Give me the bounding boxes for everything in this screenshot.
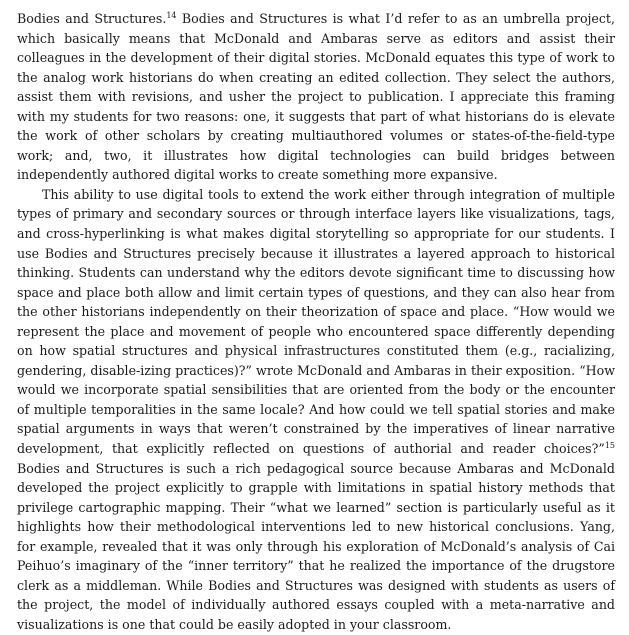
paragraph-1-text-a: Bodies and Structures.	[17, 11, 167, 26]
footnote-ref-14[interactable]: 14	[166, 11, 177, 20]
footnote-ref-15[interactable]: 15	[604, 441, 615, 451]
paragraph-2-text-b: Bodies and Structures is such a rich pedagogical source because Ambaras and McDonald developed the project explicitly to grapple with limitations in spatial history methods that privilege cartographic mapping. Their “what we learned” section is particularly useful as it highlights how their methodological interventions led to new historical conclusions. Yang, for example, revealed that it was only through his exploration of McDonald’s analysis of Cai Peihuo’s imaginary of the “inner territory” that he realized the importance of the drugstore clerk as a middleman. While Bodies and Structures was designed with students as users of the project, the model of individually authored essays coupled with a meta-narrative and visualizations is one that could be easily adopted in your classroom.	[17, 460, 615, 632]
paragraph-1	[17, 9, 615, 185]
paragraph-2-text-a: This ability to use digital tools to extend the work either through integration of multiple types of primary and secondary sources or through interface layers like visualizations, tags, and cross-hyperlinking is what makes digital storytelling so appropriate for our students. I use Bodies and Structures precisely because it illustrates a layered approach to historical thinking. Students can understand why the editors devote significant time to discussing how space and place both allow and limit certain types of questions, and they can also hear from the other historians independently on their theorization of space and place. “How would we represent the place and movement of people who encountered space differently depending on how spatial structures and physical infrastructures constituted them (e.g., racializing, gendering, disable-izing practices)?” wrote McDonald and Ambaras in their exposition. “How would we incorporate spatial sensibilities that are oriented from the body or the encounter of multiple temporalities in the same locale? And how could we tell spatial stories and make spatial arguments in ways that weren’t constrained by the imperatives of linear narrative development, that explicitly reflected on questions of authorial and reader choices?”	[17, 186, 615, 457]
paragraph-1-text-b: Bodies and Structures is what I’d refer to as an umbrella project, which basically means that McDonald and Ambaras serve as editors and assist their colleagues in the development of their digital stories. McDonald equates this type of work to the analog work historians do when creating an edited collection. They select the authors, assist them with revisions, and usher the project to publication. I appreciate this framing with my students for two reasons: one, it suggests that part of what historians do is elevate the work of other scholars by creating multiauthored volumes or states-of-the-field-type work; and, two, it illustrates how digital technologies can build bridges between independently authored digital works to create something more expansive.	[17, 11, 616, 183]
paragraph-2	[17, 185, 615, 635]
